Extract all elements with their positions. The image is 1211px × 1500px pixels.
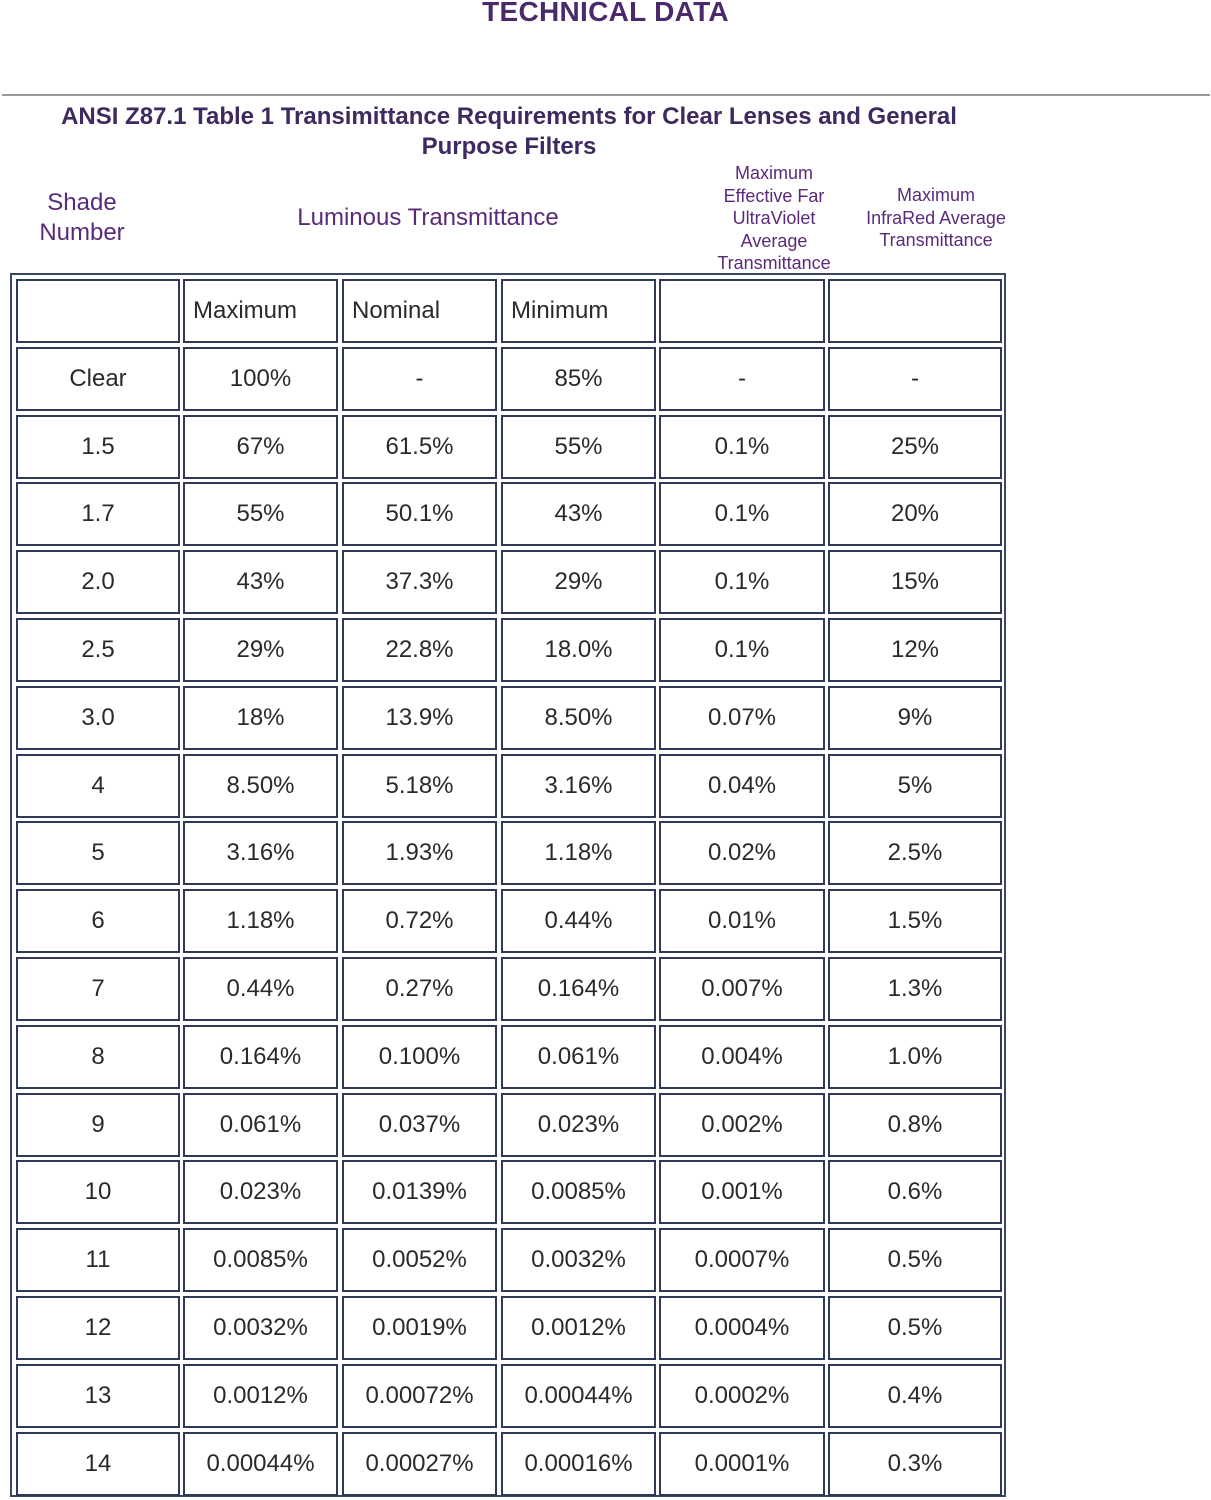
table-cell: 1.3% xyxy=(828,957,1002,1021)
shade-number-cell: 3.0 xyxy=(16,686,180,750)
column-subheader-cell xyxy=(828,279,1002,343)
table-cell: 1.0% xyxy=(828,1025,1002,1089)
shade-number-cell: 2.5 xyxy=(16,618,180,682)
shade-number-cell: 12 xyxy=(16,1296,180,1360)
table-cell: 55% xyxy=(501,415,656,479)
table-cell: 2.5% xyxy=(828,821,1002,885)
shade-number-cell: 13 xyxy=(16,1364,180,1428)
table-cell: 0.037% xyxy=(342,1093,497,1157)
shade-number-cell: 2.0 xyxy=(16,550,180,614)
table-cell: 85% xyxy=(501,347,656,411)
ir-transmittance-header xyxy=(848,184,1024,252)
table-cell: 0.1% xyxy=(659,415,825,479)
table-cell: 1.18% xyxy=(501,821,656,885)
table-cell: 0.00016% xyxy=(501,1432,656,1496)
header-divider xyxy=(2,94,1210,96)
table-cell: 20% xyxy=(828,482,1002,546)
column-subheader-cell xyxy=(659,279,825,343)
table-cell: 0.01% xyxy=(659,889,825,953)
table-cell: - xyxy=(828,347,1002,411)
shade-number-cell: 1.7 xyxy=(16,482,180,546)
table-cell: 50.1% xyxy=(342,482,497,546)
table-cell: 1.5% xyxy=(828,889,1002,953)
table-cell: 0.0019% xyxy=(342,1296,497,1360)
table-cell: 0.0002% xyxy=(659,1364,825,1428)
table-cell: 43% xyxy=(501,482,656,546)
table-cell: 100% xyxy=(183,347,338,411)
shade-number-cell: 5 xyxy=(16,821,180,885)
table-cell: 0.3% xyxy=(828,1432,1002,1496)
table-cell: 5% xyxy=(828,754,1002,818)
table-cell: - xyxy=(659,347,825,411)
table-cell: 12% xyxy=(828,618,1002,682)
table-cell: 0.72% xyxy=(342,889,497,953)
table-cell: 43% xyxy=(183,550,338,614)
table-cell: 0.0007% xyxy=(659,1228,825,1292)
table-cell: 0.0085% xyxy=(183,1228,338,1292)
ir-header-line: Maximum xyxy=(896,185,975,205)
shade-number-cell: 10 xyxy=(16,1160,180,1224)
uv-header-line: Effective Far xyxy=(723,185,825,206)
table-cell: 8.50% xyxy=(501,686,656,750)
table-cell: 0.004% xyxy=(659,1025,825,1089)
table-title-line-2: Purpose Filters xyxy=(421,133,597,160)
table-cell: 18% xyxy=(183,686,338,750)
page-title: TECHNICAL DATA xyxy=(482,0,729,27)
table-cell: 1.93% xyxy=(342,821,497,885)
table-title xyxy=(0,102,1018,162)
table-cell: 0.0001% xyxy=(659,1432,825,1496)
uv-header-line: Transmittance xyxy=(717,253,831,273)
table-cell: 0.164% xyxy=(183,1025,338,1089)
table-cell: 0.00072% xyxy=(342,1364,497,1428)
table-cell: 29% xyxy=(183,618,338,682)
table-cell: 3.16% xyxy=(501,754,656,818)
column-subheader-cell: Maximum xyxy=(183,279,338,343)
uv-header-line: Maximum xyxy=(734,163,813,183)
table-cell: 0.1% xyxy=(659,618,825,682)
ir-header-line: Transmittance xyxy=(879,230,993,250)
uv-header-line: UltraViolet xyxy=(732,208,816,228)
table-cell: 0.002% xyxy=(659,1093,825,1157)
ir-header-line: InfraRed Average xyxy=(866,207,1006,228)
table-cell: - xyxy=(342,347,497,411)
table-cell: 0.04% xyxy=(659,754,825,818)
column-subheader-cell xyxy=(16,279,180,343)
table-cell: 0.0004% xyxy=(659,1296,825,1360)
table-cell: 0.02% xyxy=(659,821,825,885)
table-cell: 3.16% xyxy=(183,821,338,885)
table-cell: 18.0% xyxy=(501,618,656,682)
shade-number-cell: 4 xyxy=(16,754,180,818)
table-cell: 61.5% xyxy=(342,415,497,479)
table-cell: 0.6% xyxy=(828,1160,1002,1224)
table-cell: 0.44% xyxy=(501,889,656,953)
shade-number-cell: 9 xyxy=(16,1093,180,1157)
table-cell: 0.001% xyxy=(659,1160,825,1224)
table-cell: 0.1% xyxy=(659,482,825,546)
table-cell: 0.0012% xyxy=(501,1296,656,1360)
table-cell: 0.27% xyxy=(342,957,497,1021)
table-cell: 15% xyxy=(828,550,1002,614)
shade-header-line-2: Number xyxy=(39,219,125,246)
shade-number-cell: 8 xyxy=(16,1025,180,1089)
table-cell: 25% xyxy=(828,415,1002,479)
shade-number-cell: 11 xyxy=(16,1228,180,1292)
shade-number-header xyxy=(20,188,144,248)
table-cell: 0.00044% xyxy=(183,1432,338,1496)
table-cell: 0.4% xyxy=(828,1364,1002,1428)
shade-number-cell: Clear xyxy=(16,347,180,411)
table-cell: 0.061% xyxy=(183,1093,338,1157)
table-cell: 0.07% xyxy=(659,686,825,750)
table-cell: 0.0032% xyxy=(183,1296,338,1360)
table-cell: 0.00044% xyxy=(501,1364,656,1428)
table-cell: 67% xyxy=(183,415,338,479)
table-cell: 0.023% xyxy=(183,1160,338,1224)
table-cell: 0.00027% xyxy=(342,1432,497,1496)
table-cell: 0.0012% xyxy=(183,1364,338,1428)
table-cell: 0.1% xyxy=(659,550,825,614)
shade-header-line-1: Shade xyxy=(47,189,117,216)
column-subheader-cell: Nominal xyxy=(342,279,497,343)
table-cell: 37.3% xyxy=(342,550,497,614)
shade-number-cell: 7 xyxy=(16,957,180,1021)
table-cell: 0.0139% xyxy=(342,1160,497,1224)
table-cell: 5.18% xyxy=(342,754,497,818)
table-cell: 1.18% xyxy=(183,889,338,953)
table-cell: 0.0032% xyxy=(501,1228,656,1292)
table-cell: 0.5% xyxy=(828,1296,1002,1360)
table-cell: 0.023% xyxy=(501,1093,656,1157)
table-title-line-1: ANSI Z87.1 Table 1 Transimittance Requirements for Clear Lenses and General xyxy=(61,103,957,130)
uv-header-line: Average xyxy=(740,230,808,251)
table-cell: 8.50% xyxy=(183,754,338,818)
table-cell: 9% xyxy=(828,686,1002,750)
table-cell: 0.100% xyxy=(342,1025,497,1089)
table-cell: 0.8% xyxy=(828,1093,1002,1157)
table-cell: 22.8% xyxy=(342,618,497,682)
table-cell: 0.0085% xyxy=(501,1160,656,1224)
table-cell: 55% xyxy=(183,482,338,546)
shade-number-cell: 14 xyxy=(16,1432,180,1496)
table-cell: 0.164% xyxy=(501,957,656,1021)
column-subheader-cell: Minimum xyxy=(501,279,656,343)
table-cell: 0.5% xyxy=(828,1228,1002,1292)
table-cell: 0.061% xyxy=(501,1025,656,1089)
table-cell: 29% xyxy=(501,550,656,614)
table-cell: 13.9% xyxy=(342,686,497,750)
luminous-transmittance-header: Luminous Transmittance xyxy=(297,204,559,231)
table-cell: 0.007% xyxy=(659,957,825,1021)
table-cell: 0.0052% xyxy=(342,1228,497,1292)
shade-number-cell: 6 xyxy=(16,889,180,953)
shade-number-cell: 1.5 xyxy=(16,415,180,479)
table-cell: 0.44% xyxy=(183,957,338,1021)
uv-transmittance-header xyxy=(700,162,848,275)
